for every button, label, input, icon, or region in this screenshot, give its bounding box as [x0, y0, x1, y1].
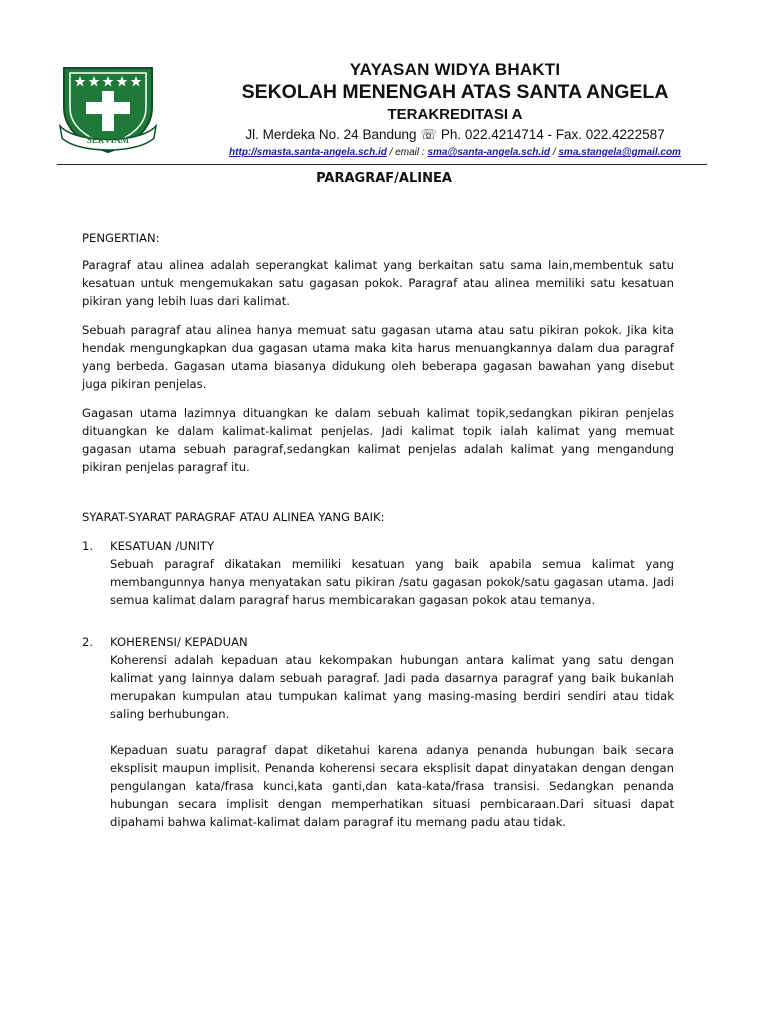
list-item	[82, 537, 674, 609]
email-link-secondary[interactable]: sma.stangela@gmail.com	[558, 147, 681, 158]
list-item-title: KESATUAN /UNITY	[110, 539, 215, 553]
paragraph: Kepaduan suatu paragraf dapat diketahui karena adanya penanda hubungan baik secara eksplisit maupun implisit. Penanda koherensi secara eksplisit dapat dinyatakan dengan dengan pengulangan kata/frasa kunci,kata ganti,dan kata-kata/frasa transisi. Sedangkan penanda hubungan secara implisit dengan memperhatikan situasi pembicaraan.Dari situasi dapat dipahami bahwa kalimat-kalimat dalam paragraf itu memang padu atau tidak.	[110, 743, 674, 829]
list-item-title: KOHERENSI/ KEPADUAN	[110, 635, 248, 649]
header-divider	[57, 164, 707, 165]
website-link[interactable]: http://smasta.santa-angela.sch.id	[229, 147, 387, 158]
phone-icon: ☏	[420, 127, 438, 142]
paragraph: Sebuah paragraf dikatakan memiliki kesatuan yang baik apabila semua kalimat yang membangunnya hanya menyatakan satu pikiran /satu gagasan pokok/satu gagasan utama. Jadi semua kalimat dalam paragraf harus membicarakan gagasan pokok atau temanya.	[110, 557, 674, 607]
section-heading-definition: PENGERTIAN:	[82, 231, 160, 245]
address: Jl. Merdeka No. 24 Bandung	[245, 127, 417, 142]
document-body	[82, 229, 674, 831]
paragraph: Gagasan utama lazimnya dituangkan ke dalam sebuah kalimat topik,sedangkan pikiran penjelas dituangkan ke dalam kalimat-kalimat penjelas. Jadi kalimat topik ialah kalimat yang memuat gagasan utama sebuah paragraf,sedangkan kalimat penjelas adalah kalimat yang mengandung pikiran penjelas paragraf itu.	[82, 406, 674, 474]
foundation-name: YAYASAN WIDYA BHAKTI	[349, 60, 561, 79]
contact-links	[170, 146, 740, 160]
phone-fax: Ph. 022.4214714 - Fax. 022.4222587	[440, 127, 665, 142]
paragraph: Paragraf atau alinea adalah seperangkat kalimat yang berkaitan satu sama lain,membentuk satu kesatuan untuk mengemukakan satu gagasan pokok. Paragraf atau alinea memiliki satu kesatuan pikiran yang lebih luas dari kalimat.	[82, 258, 674, 308]
school-logo-icon	[58, 64, 158, 154]
svg-text:SERVIAM: SERVIAM	[86, 135, 130, 145]
accreditation: TERAKREDITASI A	[387, 106, 523, 123]
paragraph: Koherensi adalah kepaduan atau kekompakan hubungan antara kalimat yang satu dengan kalimat yang lainnya dalam sebuah paragraf. Jadi pada dasarnya paragraf yang baik bukanlah merupakan kumpulan atau tumpukan kalimat yang masing-masing berdiri sendiri atau tidak saling berhubungan.	[110, 653, 674, 721]
section-heading-requirements: SYARAT-SYARAT PARAGRAF ATAU ALINEA YANG BAIK:	[82, 510, 385, 524]
list-item	[82, 633, 674, 831]
list-item-number: 1.	[82, 539, 94, 553]
list-item-number: 2.	[82, 635, 94, 649]
email-link-primary[interactable]: sma@santa-angela.sch.id	[427, 147, 551, 158]
document-title: PARAGRAF/ALINEA	[316, 171, 452, 186]
paragraph: Sebuah paragraf atau alinea hanya memuat satu gagasan utama atau satu pikiran pokok. Jika kita hendak mengungkapkan dua gagasan utama maka kita harus menuangkannya dalam dua paragraf yang berbeda. Gagasan utama biasanya didukung oleh beberapa gagasan bawahan yang disebut juga pikiran penjelas.	[82, 323, 674, 391]
school-name: SEKOLAH MENENGAH ATAS SANTA ANGELA	[241, 81, 669, 103]
email-label: / email :	[389, 147, 425, 158]
address-line	[170, 126, 740, 144]
email-separator: /	[552, 147, 556, 158]
letterhead	[170, 60, 740, 160]
